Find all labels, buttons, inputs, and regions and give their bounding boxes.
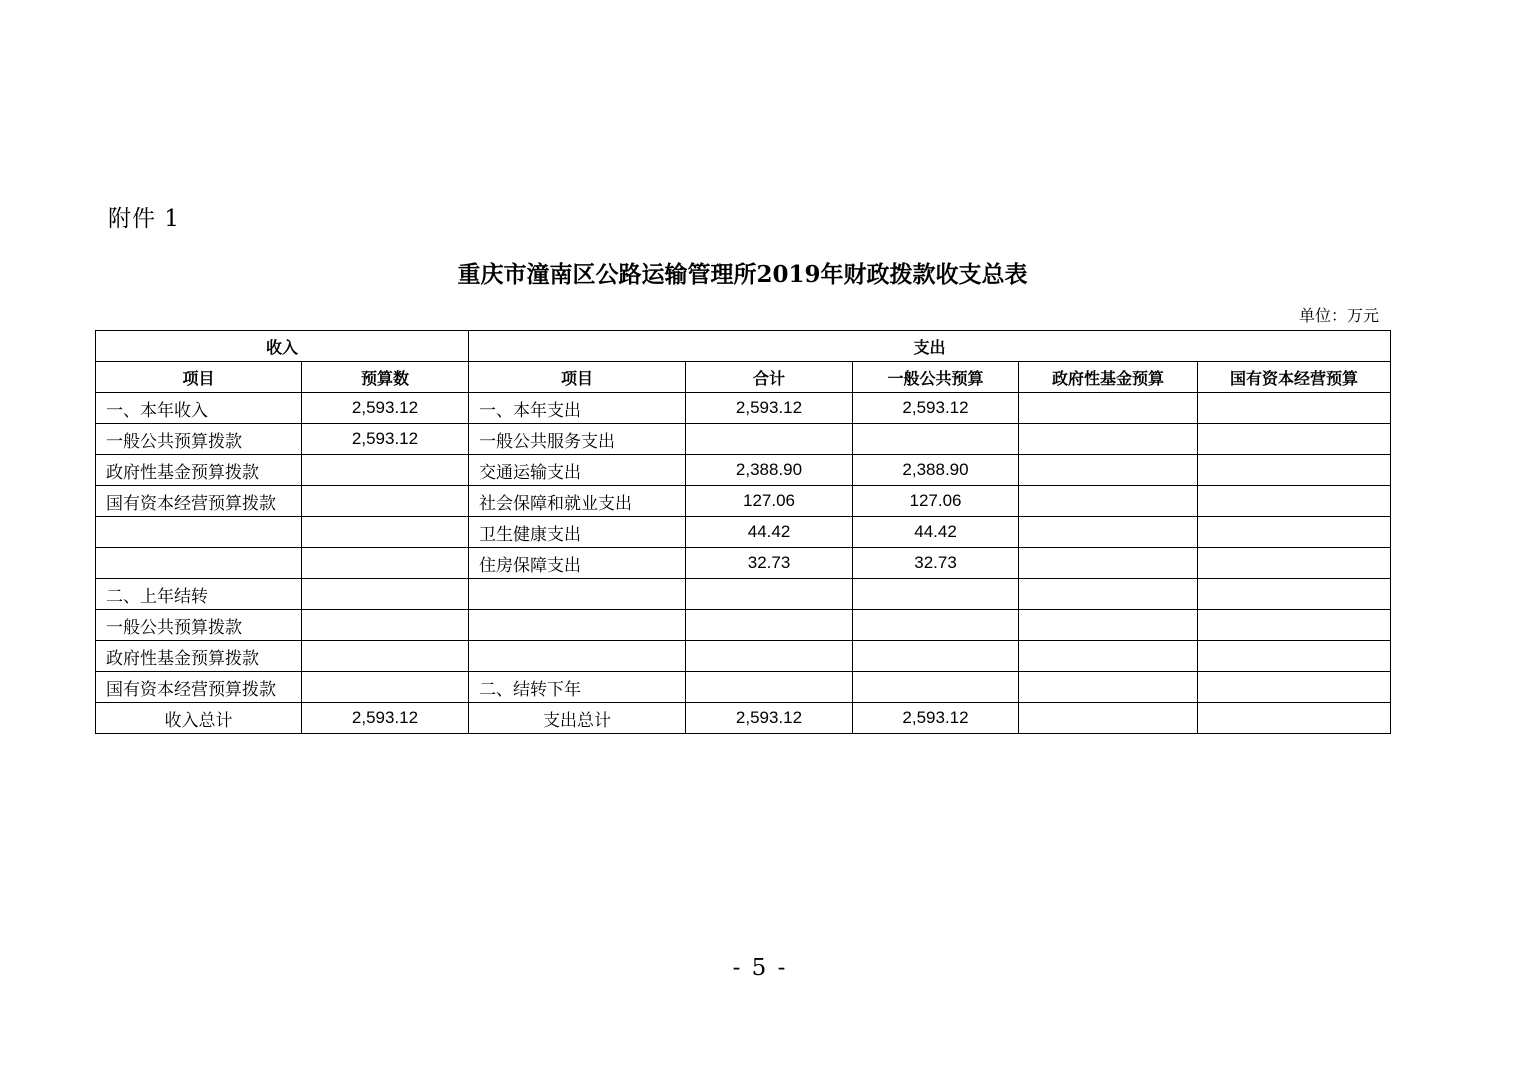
general-budget-cell: 127.06	[853, 486, 1019, 517]
general-budget-total: 2,593.12	[853, 703, 1019, 734]
general-budget-cell: 2,593.12	[853, 393, 1019, 424]
general-budget-cell	[853, 672, 1019, 703]
budget-amount-cell	[302, 548, 469, 579]
table-row	[96, 610, 1391, 641]
fund-budget-cell	[1019, 517, 1198, 548]
table-row	[96, 517, 1391, 548]
expense-item-cell	[469, 579, 686, 610]
total-cell	[686, 579, 853, 610]
group-header-row	[96, 331, 1391, 362]
expense-item-cell: 住房保障支出	[469, 548, 686, 579]
general-budget-cell	[853, 424, 1019, 455]
total-cell: 2,388.90	[686, 455, 853, 486]
general-budget-cell	[853, 610, 1019, 641]
col-header-income-item: 项目	[96, 362, 302, 393]
expense-group-header: 支出	[469, 331, 1391, 362]
col-header-budget-amount: 预算数	[302, 362, 469, 393]
expense-item-cell	[469, 641, 686, 672]
fund-budget-cell	[1019, 486, 1198, 517]
col-header-general-budget: 一般公共预算	[853, 362, 1019, 393]
income-item-cell: 国有资本经营预算拨款	[96, 672, 302, 703]
expense-item-cell: 一、本年支出	[469, 393, 686, 424]
attachment-label: 附件 1	[108, 206, 180, 232]
income-item-cell: 国有资本经营预算拨款	[96, 486, 302, 517]
state-capital-cell	[1198, 393, 1391, 424]
budget-amount-cell: 2,593.12	[302, 424, 469, 455]
state-capital-cell	[1198, 517, 1391, 548]
income-item-cell: 一、本年收入	[96, 393, 302, 424]
state-capital-cell	[1198, 641, 1391, 672]
fund-budget-cell	[1019, 610, 1198, 641]
budget-amount-cell	[302, 610, 469, 641]
table-row	[96, 579, 1391, 610]
state-capital-cell	[1198, 486, 1391, 517]
total-cell: 2,593.12	[686, 393, 853, 424]
general-budget-cell: 2,388.90	[853, 455, 1019, 486]
income-item-cell	[96, 548, 302, 579]
budget-amount-cell	[302, 455, 469, 486]
col-header-total: 合计	[686, 362, 853, 393]
fund-budget-cell	[1019, 393, 1198, 424]
income-group-header: 收入	[96, 331, 469, 362]
budget-amount-cell: 2,593.12	[302, 393, 469, 424]
income-item-cell: 政府性基金预算拨款	[96, 641, 302, 672]
fund-budget-cell	[1019, 641, 1198, 672]
fund-budget-cell	[1019, 424, 1198, 455]
table-row	[96, 548, 1391, 579]
state-capital-cell	[1198, 610, 1391, 641]
column-header-row	[96, 362, 1391, 393]
budget-table	[95, 330, 1391, 734]
col-header-state-capital-budget: 国有资本经营预算	[1198, 362, 1391, 393]
general-budget-cell	[853, 641, 1019, 672]
budget-amount-cell	[302, 517, 469, 548]
fund-budget-cell	[1019, 579, 1198, 610]
expense-item-cell: 二、结转下年	[469, 672, 686, 703]
income-item-cell: 二、上年结转	[96, 579, 302, 610]
table-row	[96, 393, 1391, 424]
fund-budget-total	[1019, 703, 1198, 734]
total-cell: 44.42	[686, 517, 853, 548]
fund-budget-cell	[1019, 548, 1198, 579]
total-row	[96, 703, 1391, 734]
income-total-amount: 2,593.12	[302, 703, 469, 734]
budget-amount-cell	[302, 641, 469, 672]
fund-budget-cell	[1019, 672, 1198, 703]
expense-item-cell: 卫生健康支出	[469, 517, 686, 548]
total-cell	[686, 672, 853, 703]
state-capital-total	[1198, 703, 1391, 734]
table-row	[96, 641, 1391, 672]
unit-label: 单位：万元	[1298, 306, 1379, 325]
total-cell	[686, 424, 853, 455]
state-capital-cell	[1198, 672, 1391, 703]
col-header-expense-item: 项目	[469, 362, 686, 393]
expense-item-cell: 一般公共服务支出	[469, 424, 686, 455]
state-capital-cell	[1198, 579, 1391, 610]
income-item-cell	[96, 517, 302, 548]
fund-budget-cell	[1019, 455, 1198, 486]
budget-amount-cell	[302, 486, 469, 517]
expense-item-cell: 社会保障和就业支出	[469, 486, 686, 517]
page-number: - 5 -	[732, 955, 788, 981]
total-cell: 127.06	[686, 486, 853, 517]
total-cell: 32.73	[686, 548, 853, 579]
table-row	[96, 486, 1391, 517]
table-row	[96, 672, 1391, 703]
expense-total-amount: 2,593.12	[686, 703, 853, 734]
general-budget-cell: 32.73	[853, 548, 1019, 579]
expense-item-cell	[469, 610, 686, 641]
budget-amount-cell	[302, 579, 469, 610]
table-row	[96, 424, 1391, 455]
page-title: 重庆市潼南区公路运输管理所2019年财政拨款收支总表	[457, 261, 1028, 288]
income-total-label: 收入总计	[96, 703, 302, 734]
expense-total-label: 支出总计	[469, 703, 686, 734]
general-budget-cell	[853, 579, 1019, 610]
income-item-cell: 一般公共预算拨款	[96, 610, 302, 641]
budget-amount-cell	[302, 672, 469, 703]
state-capital-cell	[1198, 548, 1391, 579]
income-item-cell: 政府性基金预算拨款	[96, 455, 302, 486]
income-item-cell: 一般公共预算拨款	[96, 424, 302, 455]
table-row	[96, 455, 1391, 486]
state-capital-cell	[1198, 455, 1391, 486]
total-cell	[686, 610, 853, 641]
total-cell	[686, 641, 853, 672]
col-header-fund-budget: 政府性基金预算	[1019, 362, 1198, 393]
expense-item-cell: 交通运输支出	[469, 455, 686, 486]
state-capital-cell	[1198, 424, 1391, 455]
general-budget-cell: 44.42	[853, 517, 1019, 548]
